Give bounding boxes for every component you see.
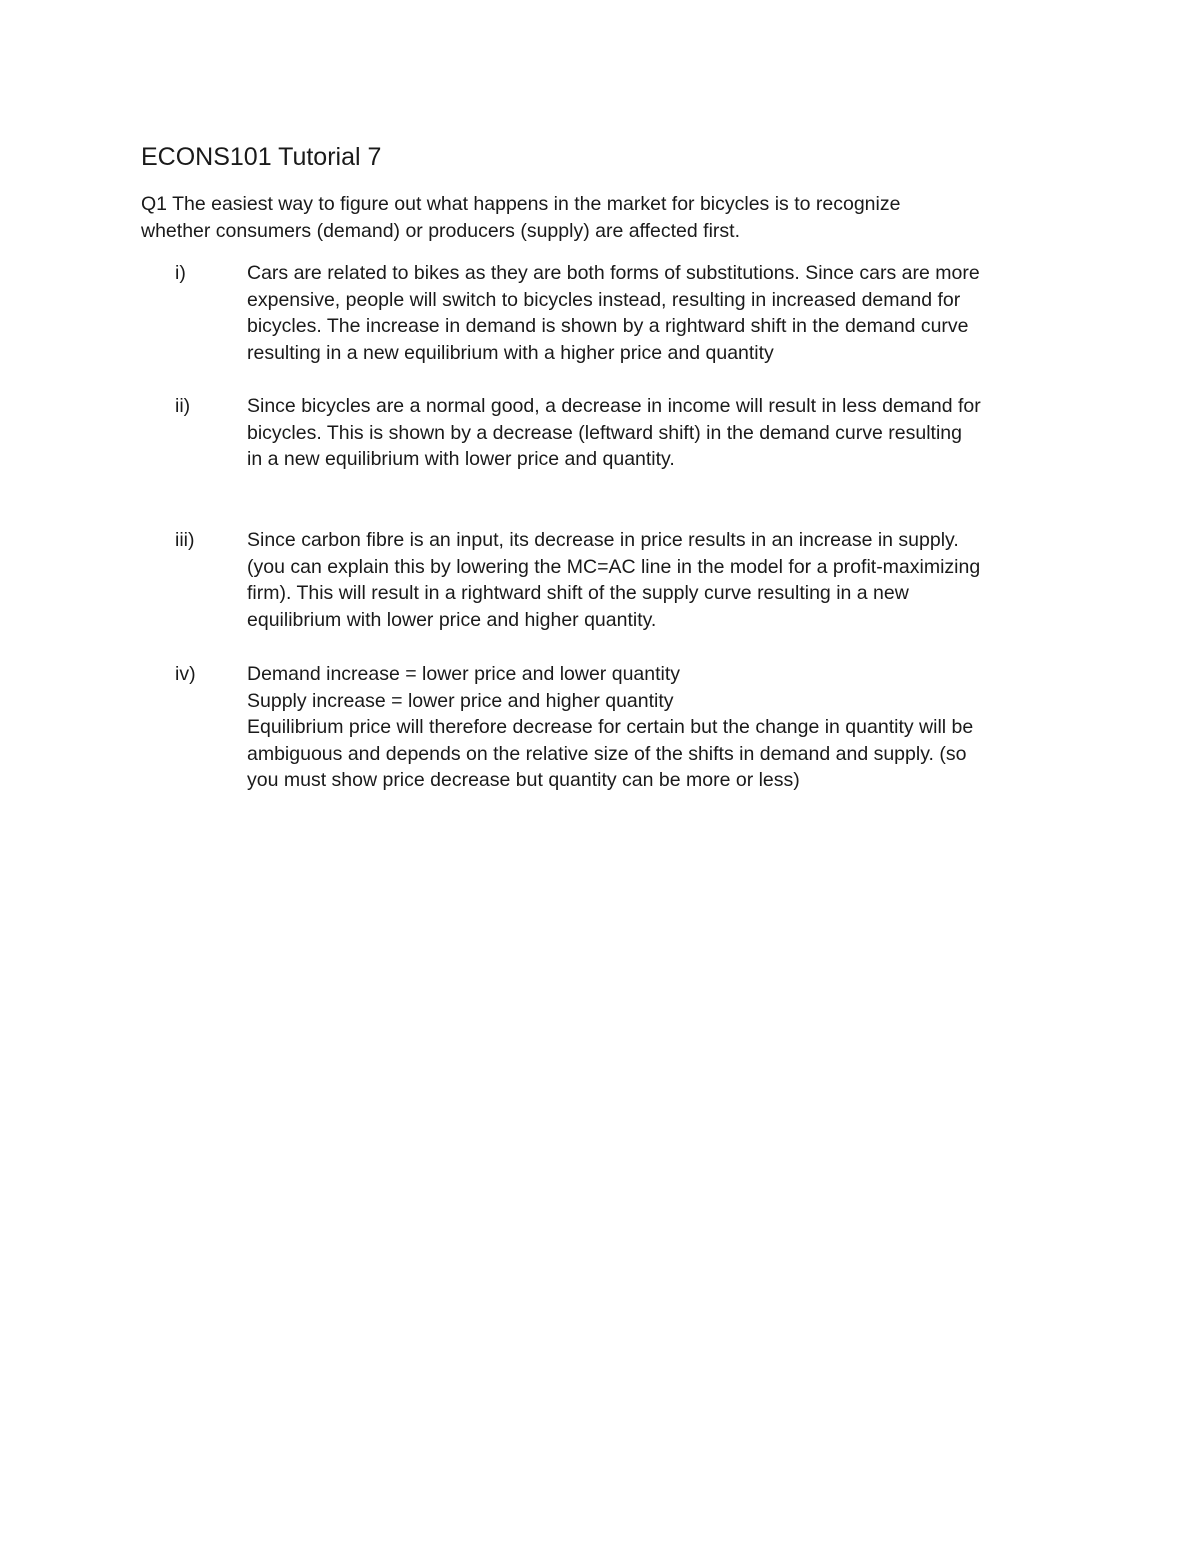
item-line: Demand increase = lower price and lower quantity (247, 663, 681, 685)
question-intro (141, 191, 1041, 244)
document-title: ECONS101 Tutorial 7 (141, 143, 382, 171)
item-line: you must show price decrease but quantity can be more or less) (247, 769, 800, 791)
item-text (247, 393, 1077, 473)
item-line: (you can explain this by lowering the MC=AC line in the model for a profit-maximizing (247, 555, 981, 578)
item-line: Since carbon fibre is an input, its decrease in price results in an increase in supply. (247, 529, 959, 551)
item-text (247, 661, 1077, 794)
item-line: expensive, people will switch to bicycles instead, resulting in increased demand for (247, 288, 961, 311)
item-marker: ii) (175, 395, 191, 417)
item-line: Since bicycles are a normal good, a decrease in income will result in less demand for (247, 395, 981, 417)
item-line: bicycles. The increase in demand is shown by a rightward shift in the demand curve (247, 315, 969, 337)
item-line: ambiguous and depends on the relative size of the shifts in demand and supply. (so (247, 742, 967, 765)
item-line: in a new equilibrium with lower price and quantity. (247, 448, 675, 470)
item-text (247, 527, 1077, 633)
item-line: Equilibrium price will therefore decrease for certain but the change in quantity will be (247, 716, 974, 738)
intro-line: whether consumers (demand) or producers (supply) are affected first. (141, 219, 740, 242)
item-text (247, 260, 1077, 366)
item-line: equilibrium with lower price and higher quantity. (247, 608, 657, 631)
item-line: firm). This will result in a rightward shift of the supply curve resulting in a new (247, 582, 909, 604)
item-marker: iii) (175, 529, 195, 551)
item-line: Supply increase = lower price and higher quantity (247, 689, 674, 712)
item-marker: iv) (175, 663, 196, 685)
item-marker: i) (175, 262, 186, 284)
intro-line: Q1 The easiest way to figure out what happens in the market for bicycles is to recognize (141, 193, 901, 215)
item-line: Cars are related to bikes as they are both forms of substitutions. Since cars are more (247, 262, 980, 284)
item-line: resulting in a new equilibrium with a higher price and quantity (247, 341, 774, 364)
item-line: bicycles. This is shown by a decrease (leftward shift) in the demand curve resulting (247, 421, 962, 444)
